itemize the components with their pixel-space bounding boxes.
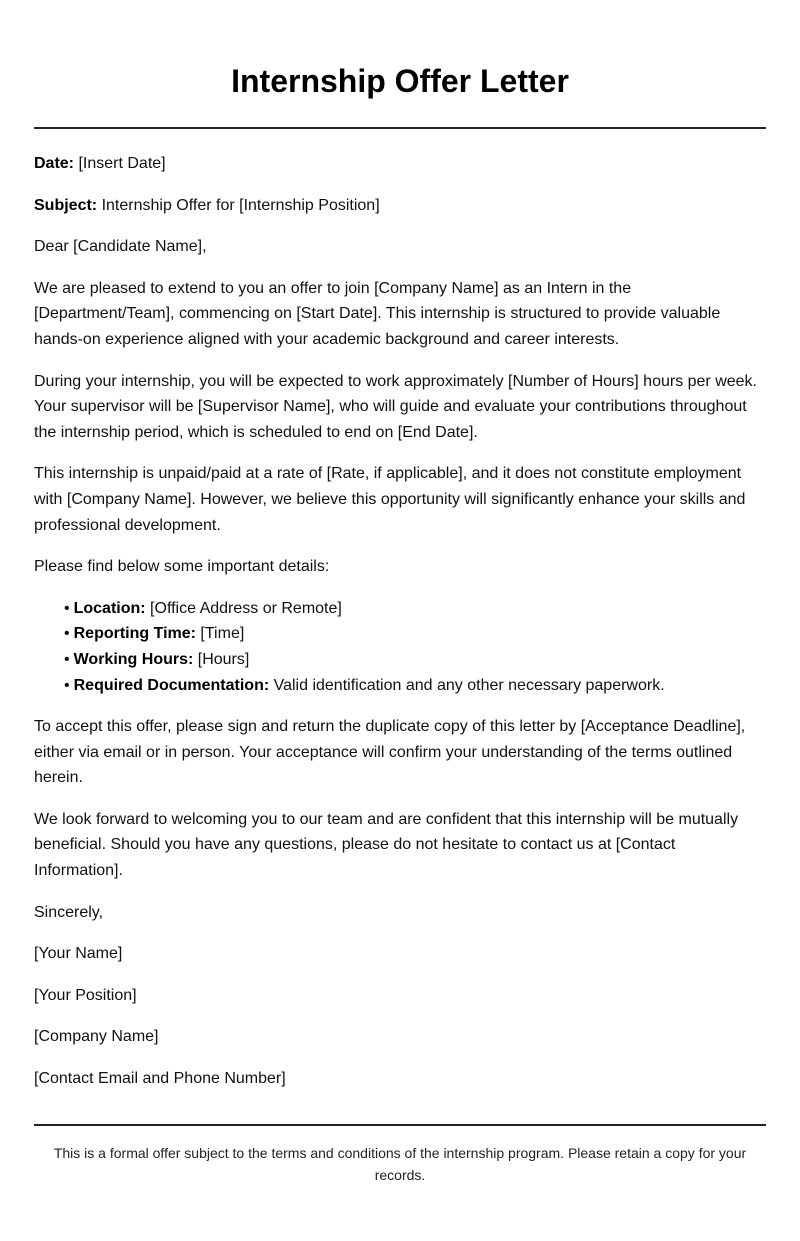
signature-position: [Your Position] bbox=[34, 986, 137, 1004]
detail-label: Working Hours: bbox=[73, 650, 194, 668]
bullet-icon: • bbox=[64, 650, 70, 668]
date-value: [Insert Date] bbox=[74, 155, 166, 172]
subject-label: Subject: bbox=[34, 196, 98, 214]
detail-label: Location: bbox=[73, 599, 146, 617]
letter-body bbox=[34, 151, 766, 1092]
page-title: Internship Offer Letter bbox=[231, 63, 569, 99]
paragraph-hours: During your internship, you will be expected to work approximately [Number of Hours] hours per week. Your supervisor will be [Supervisor Name], who will guide and evaluate your contributions throughout the internship period, which is scheduled to end on [End Date]. bbox=[34, 372, 757, 441]
salutation: Dear [Candidate Name], bbox=[34, 238, 207, 256]
paragraph-offer: We are pleased to extend to you an offer to join [Company Name] as an Intern in the [Department/Team], commencing on [Start Date]. This internship is structured to provide valuable hands-on experience aligned with your academic background and career interests. bbox=[34, 279, 721, 348]
detail-value: [Hours] bbox=[193, 650, 250, 668]
paragraph-acceptance: To accept this offer, please sign and return the duplicate copy of this letter by [Acceptance Deadline], either via email or in person. Your acceptance will confirm your understanding of the terms outlined herein. bbox=[34, 718, 746, 787]
subject-line bbox=[34, 193, 766, 219]
date-line bbox=[34, 151, 766, 177]
paragraph-welcome: We look forward to welcoming you to our team and are confident that this internship will be mutually beneficial. Should you have any questions, please do not hesitate to contact us at [Contact Information]. bbox=[34, 810, 739, 880]
bullet-icon: • bbox=[64, 676, 70, 694]
list-item bbox=[64, 647, 766, 673]
date-label: Date: bbox=[34, 155, 75, 172]
footer-divider bbox=[34, 1124, 766, 1126]
footer-note: This is a formal offer subject to the terms and conditions of the internship program. Please retain a copy for your records. bbox=[53, 1144, 747, 1184]
bullet-icon: • bbox=[64, 599, 70, 617]
paragraph-details-intro: Please find below some important details: bbox=[34, 558, 330, 576]
subject-value: Internship Offer for [Internship Position] bbox=[97, 196, 380, 214]
signature-contact: [Contact Email and Phone Number] bbox=[34, 1070, 286, 1088]
bullet-icon: • bbox=[64, 625, 70, 643]
paragraph-compensation: This internship is unpaid/paid at a rate of [Rate, if applicable], and it does not constitute employment with [Company Name]. However, we believe this opportunity will significantly enhance your skills and professional development. bbox=[34, 465, 746, 534]
detail-label: Reporting Time: bbox=[73, 625, 196, 643]
detail-value: Valid identification and any other necessary paperwork. bbox=[269, 676, 665, 694]
detail-value: [Office Address or Remote] bbox=[145, 599, 342, 617]
detail-value: [Time] bbox=[195, 625, 245, 643]
details-list bbox=[34, 596, 766, 698]
header-divider bbox=[34, 127, 766, 129]
detail-label: Required Documentation: bbox=[73, 676, 270, 694]
list-item bbox=[64, 673, 766, 699]
signoff: Sincerely, bbox=[34, 903, 104, 921]
signature-name: [Your Name] bbox=[34, 945, 123, 963]
signature-company: [Company Name] bbox=[34, 1028, 159, 1046]
list-item bbox=[64, 621, 766, 647]
list-item bbox=[64, 596, 766, 622]
